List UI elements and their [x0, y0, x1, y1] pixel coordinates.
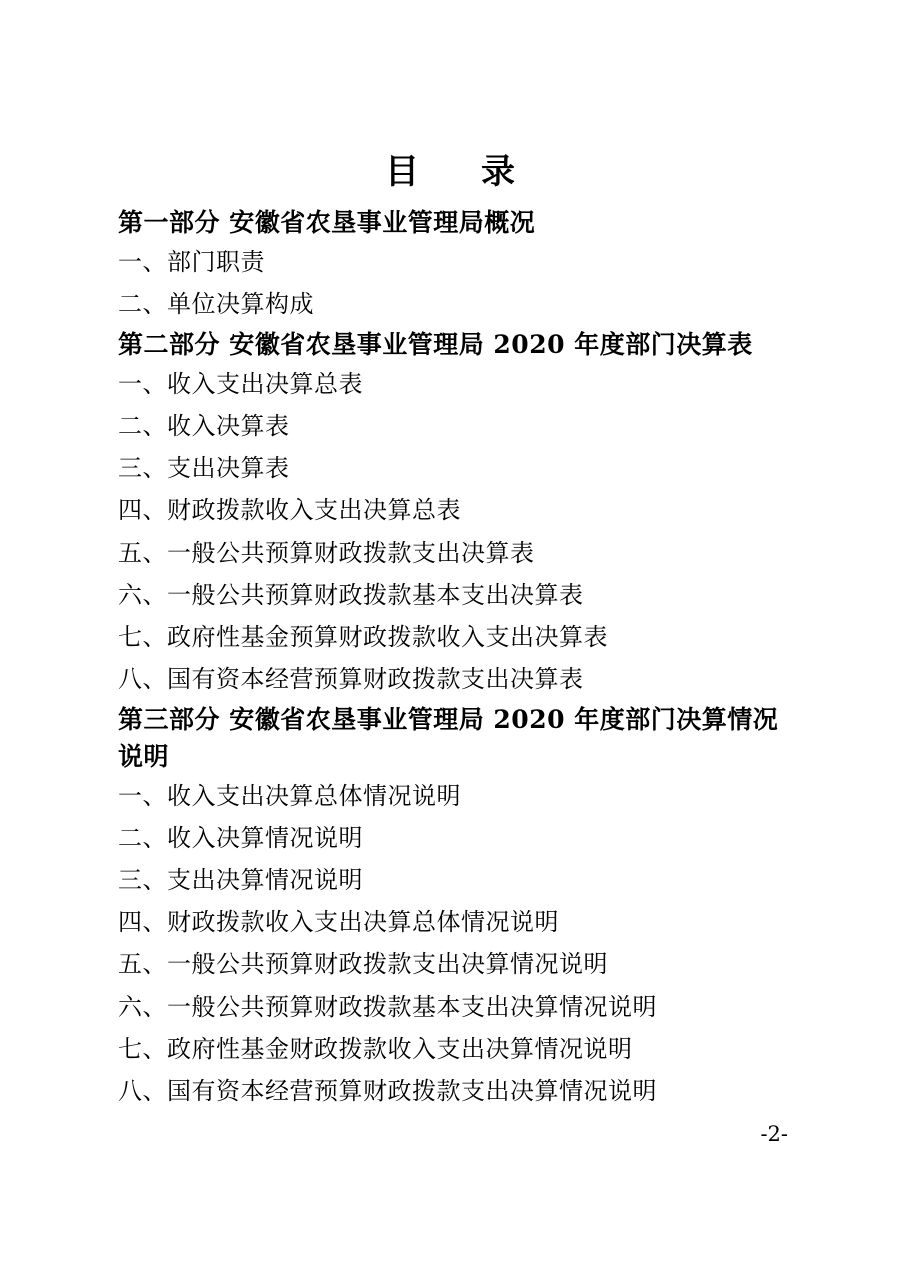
toc-entry[interactable]: 二、单位决算构成	[118, 290, 314, 319]
toc-entry[interactable]: 二、收入决算表	[118, 411, 290, 440]
page-number: -2-	[760, 1122, 788, 1146]
toc-entry[interactable]: 一、部门职责	[118, 248, 265, 277]
toc-entry[interactable]: 五、一般公共预算财政拨款支出决算表	[118, 538, 535, 567]
table-of-contents	[118, 150, 782, 1112]
toc-entry[interactable]: 六、一般公共预算财政拨款基本支出决算情况说明	[118, 992, 657, 1021]
toc-entry[interactable]: 七、政府性基金财政拨款收入支出决算情况说明	[118, 1034, 633, 1063]
toc-entry[interactable]: 六、一般公共预算财政拨款基本支出决算表	[118, 580, 584, 609]
toc-entry[interactable]: 七、政府性基金预算财政拨款收入支出决算表	[118, 623, 608, 652]
toc-entry[interactable]: 八、国有资本经营预算财政拨款支出决算情况说明	[118, 1077, 657, 1106]
toc-entry[interactable]: 一、收入支出决算总表	[118, 369, 363, 398]
page-title: 目 录	[385, 152, 529, 192]
toc-entry[interactable]: 四、财政拨款收入支出决算总体情况说明	[118, 908, 559, 937]
part-heading-2: 第二部分 安徽省农垦事业管理局 2020 年度部门决算表	[118, 329, 753, 359]
toc-entry[interactable]: 四、财政拨款收入支出决算总表	[118, 496, 461, 525]
toc-entry[interactable]: 八、国有资本经营预算财政拨款支出决算表	[118, 665, 584, 694]
toc-entry[interactable]: 三、支出决算表	[118, 454, 290, 483]
toc-entry[interactable]: 三、支出决算情况说明	[118, 866, 363, 894]
part-heading-3: 第三部分 安徽省农垦事业管理局 2020 年度部门决算情况说明	[118, 704, 779, 771]
part-heading-1: 第一部分 安徽省农垦事业管理局概况	[118, 208, 536, 238]
toc-entry[interactable]: 一、收入支出决算总体情况说明	[118, 781, 461, 810]
toc-entry[interactable]: 五、一般公共预算财政拨款支出决算情况说明	[118, 950, 608, 979]
toc-entry[interactable]: 二、收入决算情况说明	[118, 823, 363, 852]
